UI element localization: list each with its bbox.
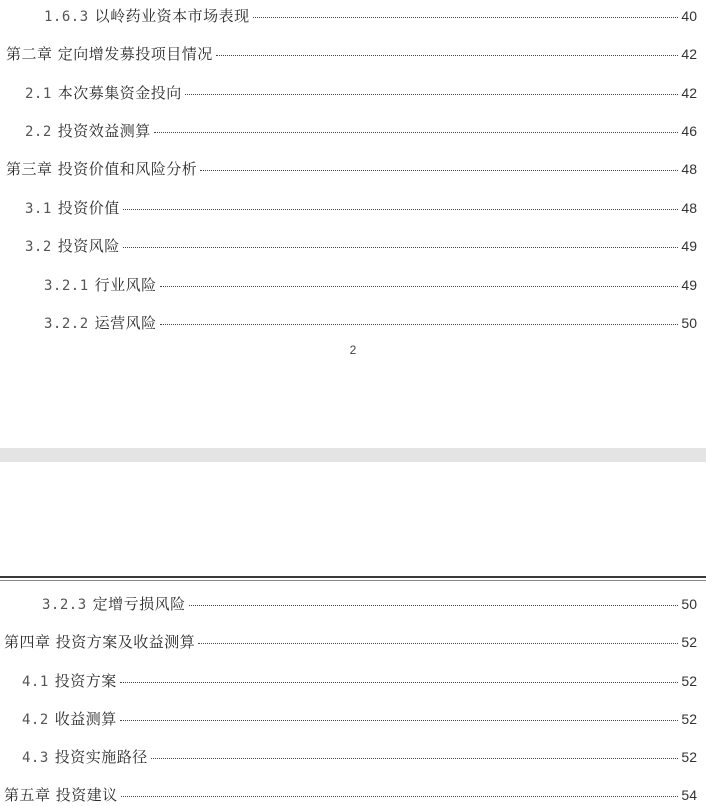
toc-entry-3-1[interactable]: [25, 198, 697, 219]
leader-dots: [123, 209, 679, 210]
document-page-bottom: [0, 462, 706, 806]
toc-entry-number: 3.1: [25, 201, 52, 217]
toc-entry-3-2[interactable]: [25, 236, 697, 257]
toc-entry-number: 3.2.3: [42, 597, 87, 613]
toc-entry-title: 本次募集资金投向: [57, 84, 182, 102]
toc-entry-number: 4.2: [22, 712, 49, 728]
page-separator: [0, 448, 706, 462]
toc-entry-chapter-3[interactable]: [6, 159, 697, 179]
leader-dots: [160, 286, 679, 287]
toc-entry-title: 投资价值: [57, 199, 120, 217]
toc-entry-page: 42: [681, 46, 697, 62]
toc-entry-3-2-1[interactable]: [44, 275, 697, 296]
toc-entry-4-1[interactable]: [22, 671, 697, 692]
toc-entry-page: 48: [681, 161, 697, 177]
toc-entry-title: 投资方案: [54, 672, 117, 690]
toc-entry-title: 运营风险: [94, 314, 157, 332]
toc-entry-title: 第四章 投资方案及收益测算: [4, 633, 196, 651]
leader-dots: [200, 170, 678, 171]
toc-entry-title: 第二章 定向增发募投项目情况: [6, 45, 213, 63]
leader-dots: [151, 758, 679, 759]
toc-entry-page: 52: [681, 673, 697, 689]
leader-dots: [120, 720, 679, 721]
toc-entry-title: 投资效益测算: [57, 122, 151, 140]
toc-entry-4-3[interactable]: [22, 747, 697, 768]
leader-dots: [198, 643, 678, 644]
toc-entry-title: 定增亏损风险: [92, 595, 186, 613]
toc-entry-title: 收益测算: [54, 710, 117, 728]
toc-entry-page: 52: [681, 711, 697, 727]
toc-entry-4-2[interactable]: [22, 709, 697, 730]
toc-entry-2-1[interactable]: [25, 83, 697, 104]
toc-entry-page: 40: [681, 8, 697, 24]
toc-entry-number: 2.2: [25, 124, 52, 140]
toc-entry-number: 1.6.3: [44, 9, 89, 25]
toc-entry-page: 49: [681, 277, 697, 293]
toc-entry-3-2-3[interactable]: [42, 594, 697, 615]
leader-dots: [189, 605, 679, 606]
leader-dots: [253, 17, 679, 18]
toc-entry-number: 3.2.2: [44, 316, 89, 332]
toc-entry-page: 46: [681, 123, 697, 139]
toc-entry-3-2-2[interactable]: [44, 313, 697, 334]
leader-dots: [154, 132, 679, 133]
page-number: 2: [349, 343, 357, 357]
toc-entry-chapter-4[interactable]: [4, 632, 697, 652]
leader-dots: [185, 94, 679, 95]
header-rule: [0, 576, 706, 578]
leader-dots: [121, 796, 679, 797]
toc-entry-page: 52: [681, 749, 697, 765]
leader-dots: [160, 324, 679, 325]
toc-entry-page: 42: [681, 85, 697, 101]
header-rule-thin: [0, 580, 706, 581]
toc-entry-title: 行业风险: [94, 276, 157, 294]
toc-entry-page: 54: [681, 787, 697, 803]
toc-entry-title: 投资实施路径: [54, 748, 148, 766]
toc-entry-page: 49: [681, 238, 697, 254]
leader-dots: [120, 682, 679, 683]
toc-entry-title: 以岭药业资本市场表现: [94, 7, 250, 25]
toc-entry-2-2[interactable]: [25, 121, 697, 142]
toc-entry-1-6-3[interactable]: [44, 6, 697, 27]
toc-entry-title: 第三章 投资价值和风险分析: [6, 160, 198, 178]
toc-entry-title: 投资风险: [57, 237, 120, 255]
toc-entry-page: 50: [681, 596, 697, 612]
toc-entry-number: 2.1: [25, 86, 52, 102]
toc-entry-title: 第五章 投资建议: [4, 786, 118, 804]
toc-entry-chapter-2[interactable]: [6, 44, 697, 64]
toc-entry-number: 4.3: [22, 750, 49, 766]
toc-entry-page: 48: [681, 200, 697, 216]
toc-entry-number: 3.2: [25, 239, 52, 255]
toc-entry-page: 52: [681, 634, 697, 650]
toc-entry-number: 4.1: [22, 674, 49, 690]
toc-entry-number: 3.2.1: [44, 278, 89, 294]
leader-dots: [216, 55, 679, 56]
toc-entry-page: 50: [681, 315, 697, 331]
leader-dots: [123, 247, 679, 248]
toc-entry-chapter-5[interactable]: [4, 785, 697, 805]
